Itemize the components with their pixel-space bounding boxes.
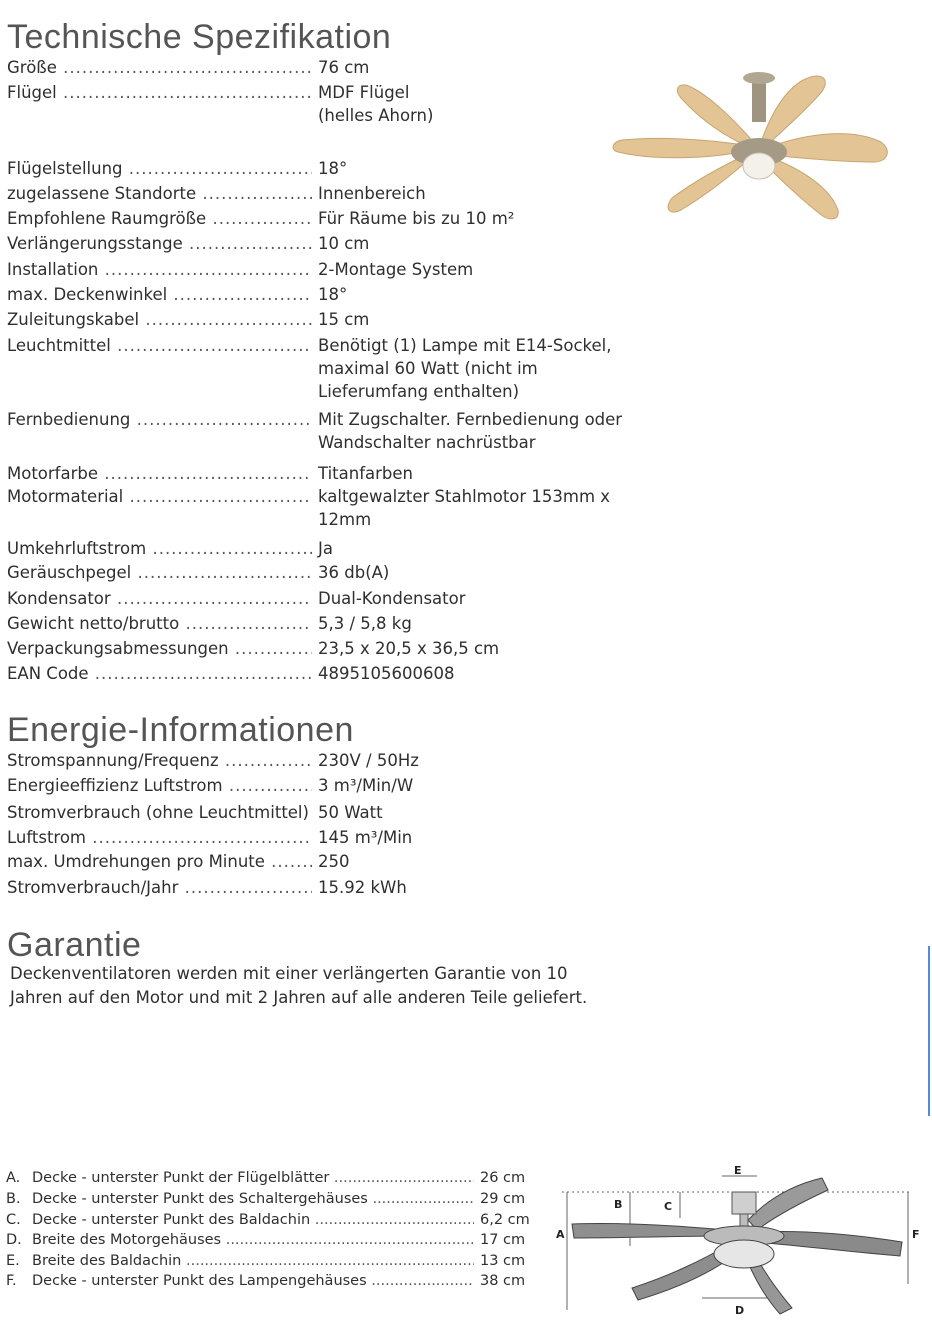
- spec-label: Verlängerungsstange .....: [7, 232, 312, 255]
- garantie-heading: Garantie: [7, 926, 142, 964]
- spec-label: Umkehrluftstrom .....: [7, 537, 312, 560]
- diagram-label-e: E: [734, 1164, 742, 1177]
- spec-value: 18°: [318, 159, 348, 178]
- dimension-key: D.: [6, 1232, 22, 1248]
- spec-value: 36 db(A): [318, 563, 390, 582]
- dimension-value: 29 cm: [480, 1191, 526, 1207]
- spec-value: 2-Montage System: [318, 260, 474, 279]
- spec-value: Benötigt (1) Lampe mit E14-Sockel, maximal 60 Watt (nicht im Lieferumfang enthalten): [318, 336, 612, 401]
- spec-value: MDF Flügel (helles Ahorn): [318, 83, 434, 125]
- spec-label: Kondensator .....: [7, 587, 312, 610]
- dimension-desc: Decke - unterster Punkt des Schaltergehäuses .....: [32, 1189, 474, 1209]
- spec-value: 5,3 / 5,8 kg: [318, 614, 412, 633]
- spec-value: Innenbereich: [318, 184, 426, 203]
- dimension-value: 6,2 cm: [480, 1212, 530, 1228]
- dimension-desc: Decke - unterster Punkt des Lampengehäuses .....: [32, 1271, 474, 1291]
- dimension-key: F.: [6, 1273, 17, 1289]
- spec-label: Verpackungsabmessungen .....: [7, 637, 312, 660]
- spec-label: Fernbedienung .....: [7, 408, 312, 431]
- spec-label: Flügel .....: [7, 81, 312, 104]
- dimension-key: B.: [6, 1191, 21, 1207]
- spec-label: Geräuschpegel .....: [7, 561, 312, 584]
- dimension-value: 38 cm: [480, 1273, 526, 1289]
- spec-value: Für Räume bis zu 10 m²: [318, 209, 515, 228]
- spec-label: Empfohlene Raumgröße .....: [7, 207, 312, 230]
- spec-label: max. Deckenwinkel .....: [7, 283, 312, 306]
- spec-heading: Technische Spezifikation: [7, 18, 392, 56]
- diagram-label-d: D: [735, 1304, 745, 1317]
- dimension-value: 17 cm: [480, 1232, 526, 1248]
- spec-value: Ja: [318, 539, 333, 558]
- spec-value: Titanfarben: [318, 464, 413, 483]
- energy-label: Energieeffizienz Luftstrom .....: [7, 774, 312, 797]
- dimension-desc: Breite des Motorgehäuses .....: [32, 1230, 474, 1250]
- spec-label: Motormaterial .....: [7, 485, 312, 508]
- diagram-label-a: A: [556, 1228, 565, 1241]
- energy-value: 3 m³/Min/W: [318, 776, 414, 795]
- energy-label: Stromverbrauch (ohne Leuchtmittel) .....: [7, 801, 312, 824]
- spec-label: EAN Code .....: [7, 662, 312, 685]
- spec-label: Zuleitungskabel .....: [7, 308, 312, 331]
- ceiling-fan-image: [606, 70, 906, 230]
- spec-label: Installation .....: [7, 258, 312, 281]
- spec-value: 10 cm: [318, 234, 370, 253]
- dimension-value: 13 cm: [480, 1253, 526, 1269]
- spec-label: Gewicht netto/brutto .....: [7, 612, 312, 635]
- dimension-value: 26 cm: [480, 1170, 526, 1186]
- dimension-key: C.: [6, 1212, 21, 1228]
- spec-value: 15 cm: [318, 310, 370, 329]
- spec-value: 4895105600608: [318, 664, 455, 683]
- energy-label: Stromverbrauch/Jahr .....: [7, 876, 312, 899]
- energy-label: max. Umdrehungen pro Minute .....: [7, 850, 312, 873]
- spec-value: 18°: [318, 285, 348, 304]
- dimension-key: A.: [6, 1170, 21, 1186]
- spec-value: Mit Zugschalter. Fernbedienung oder Wandschalter nachrüstbar: [318, 410, 623, 452]
- spec-value: Dual-Kondensator: [318, 589, 466, 608]
- spec-label: Größe .....: [7, 56, 312, 79]
- garantie-text: Deckenventilatoren werden mit einer verlängerten Garantie von 10 Jahren auf den Motor und mit 2 Jahren auf alle anderen Teile geliefert.: [10, 964, 588, 1007]
- spec-label: zugelassene Standorte .....: [7, 182, 312, 205]
- accent-divider: [928, 946, 930, 1116]
- spec-value: kaltgewalzter Stahlmotor 153mm x 12mm: [318, 487, 611, 529]
- spec-label: Flügelstellung .....: [7, 157, 312, 180]
- energy-value: 250: [318, 852, 350, 871]
- energy-heading: Energie-Informationen: [7, 711, 354, 749]
- dimension-diagram: [552, 1160, 922, 1330]
- energy-value: 15.92 kWh: [318, 878, 407, 897]
- energy-label: Stromspannung/Frequenz .....: [7, 749, 312, 772]
- diagram-label-f: F: [912, 1228, 920, 1241]
- diagram-label-c: C: [664, 1200, 673, 1213]
- dimension-desc: Decke - unterster Punkt der Flügelblätter .....: [32, 1168, 474, 1188]
- energy-value: 50 Watt: [318, 803, 383, 822]
- spec-value: 23,5 x 20,5 x 36,5 cm: [318, 639, 500, 658]
- spec-value: 76 cm: [318, 58, 370, 77]
- spec-label: Leuchtmittel .....: [7, 334, 312, 357]
- dimension-key: E.: [6, 1253, 20, 1269]
- energy-value: 230V / 50Hz: [318, 751, 419, 770]
- energy-label: Luftstrom .....: [7, 826, 312, 849]
- diagram-label-b: B: [614, 1198, 623, 1211]
- energy-value: 145 m³/Min: [318, 828, 413, 847]
- spec-label: Motorfarbe .....: [7, 462, 312, 485]
- dimension-desc: Breite des Baldachin .....: [32, 1251, 474, 1271]
- dimension-desc: Decke - unterster Punkt des Baldachin .....: [32, 1210, 474, 1230]
